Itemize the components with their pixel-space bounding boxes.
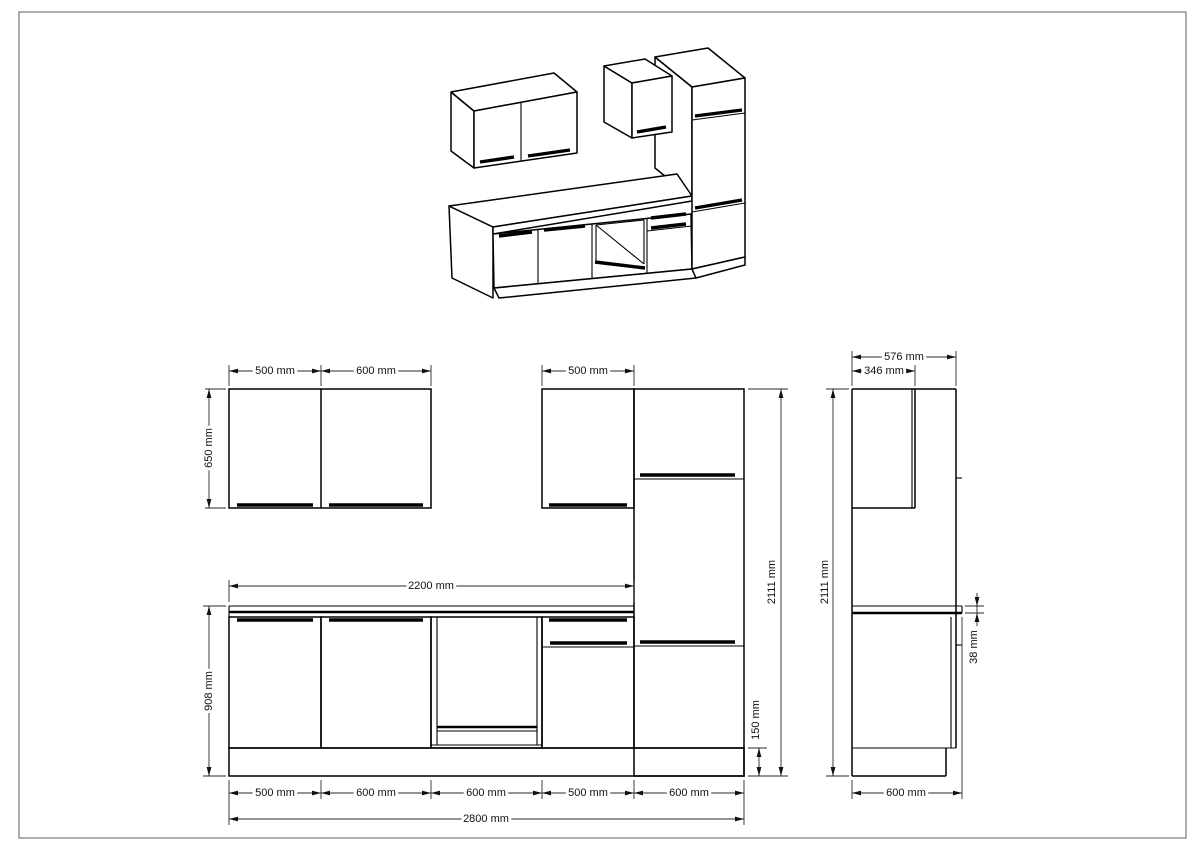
front-appliance-bay — [431, 617, 542, 748]
front-tall-unit — [634, 389, 744, 776]
dim-label: 500 mm — [568, 364, 608, 377]
page-border — [19, 12, 1186, 838]
dim-wall_depth — [852, 365, 915, 377]
dim-label: 908 mm — [202, 671, 215, 711]
dim-label: 500 mm — [568, 786, 608, 799]
front-wall-cabinet-left — [229, 389, 431, 508]
dim-plinth_height — [750, 700, 762, 776]
front-base-door-2 — [321, 617, 431, 748]
dim-total_height — [819, 389, 835, 776]
dim-base_5 — [634, 787, 744, 799]
dim-label: 346 mm — [864, 364, 904, 377]
front-elevation — [229, 389, 744, 776]
dim-base_2 — [321, 787, 431, 799]
dim-base_3 — [431, 787, 542, 799]
dim-label: 38 mm — [967, 630, 980, 664]
iso-view — [449, 48, 745, 298]
dim-countertop_width — [229, 580, 634, 592]
dim-wall_right — [542, 365, 634, 377]
dim-label: 500 mm — [255, 786, 295, 799]
dim-total_width — [229, 813, 744, 825]
dim-label: 600 mm — [669, 786, 709, 799]
dim-label: 2111 mm — [818, 559, 831, 605]
dim-label: 600 mm — [886, 786, 926, 799]
dim-label: 500 mm — [255, 364, 295, 377]
dim-wall_left_1 — [229, 365, 321, 377]
dim-label: 600 mm — [356, 786, 396, 799]
extension-lines — [203, 351, 984, 825]
dim-label: 2200 mm — [408, 579, 454, 592]
dim-label: 2800 mm — [463, 812, 509, 825]
dim-tall_depth — [852, 351, 956, 363]
iso-tall-front — [692, 78, 745, 269]
dim-base_4 — [542, 787, 634, 799]
front-plinth — [229, 748, 744, 776]
dim-label: 576 mm — [884, 350, 924, 363]
dim-label: 150 mm — [749, 700, 762, 740]
dim-base_depth — [852, 787, 962, 799]
dim-base_1 — [229, 787, 321, 799]
dim-wall_height — [203, 389, 215, 508]
dim-wall_left_2 — [321, 365, 431, 377]
iso-base-run — [449, 174, 696, 298]
dim-label: 600 mm — [356, 364, 396, 377]
front-wall-cabinet-right — [542, 389, 634, 508]
dim-label: 600 mm — [466, 786, 506, 799]
front-base-door-1 — [229, 617, 321, 748]
iso-wall-cabinet-left — [451, 73, 577, 168]
dim-label: 2111 mm — [765, 559, 778, 605]
front-base-unit-4 — [542, 617, 634, 748]
dimension-annotations — [203, 351, 980, 825]
side-elevation — [852, 389, 962, 776]
dim-total_height — [766, 389, 783, 776]
dim-countertop_thickness — [968, 593, 980, 664]
dim-base_height — [203, 606, 215, 776]
dim-label: 650 mm — [202, 428, 215, 468]
iso-wall-cabinet-right — [604, 59, 672, 138]
